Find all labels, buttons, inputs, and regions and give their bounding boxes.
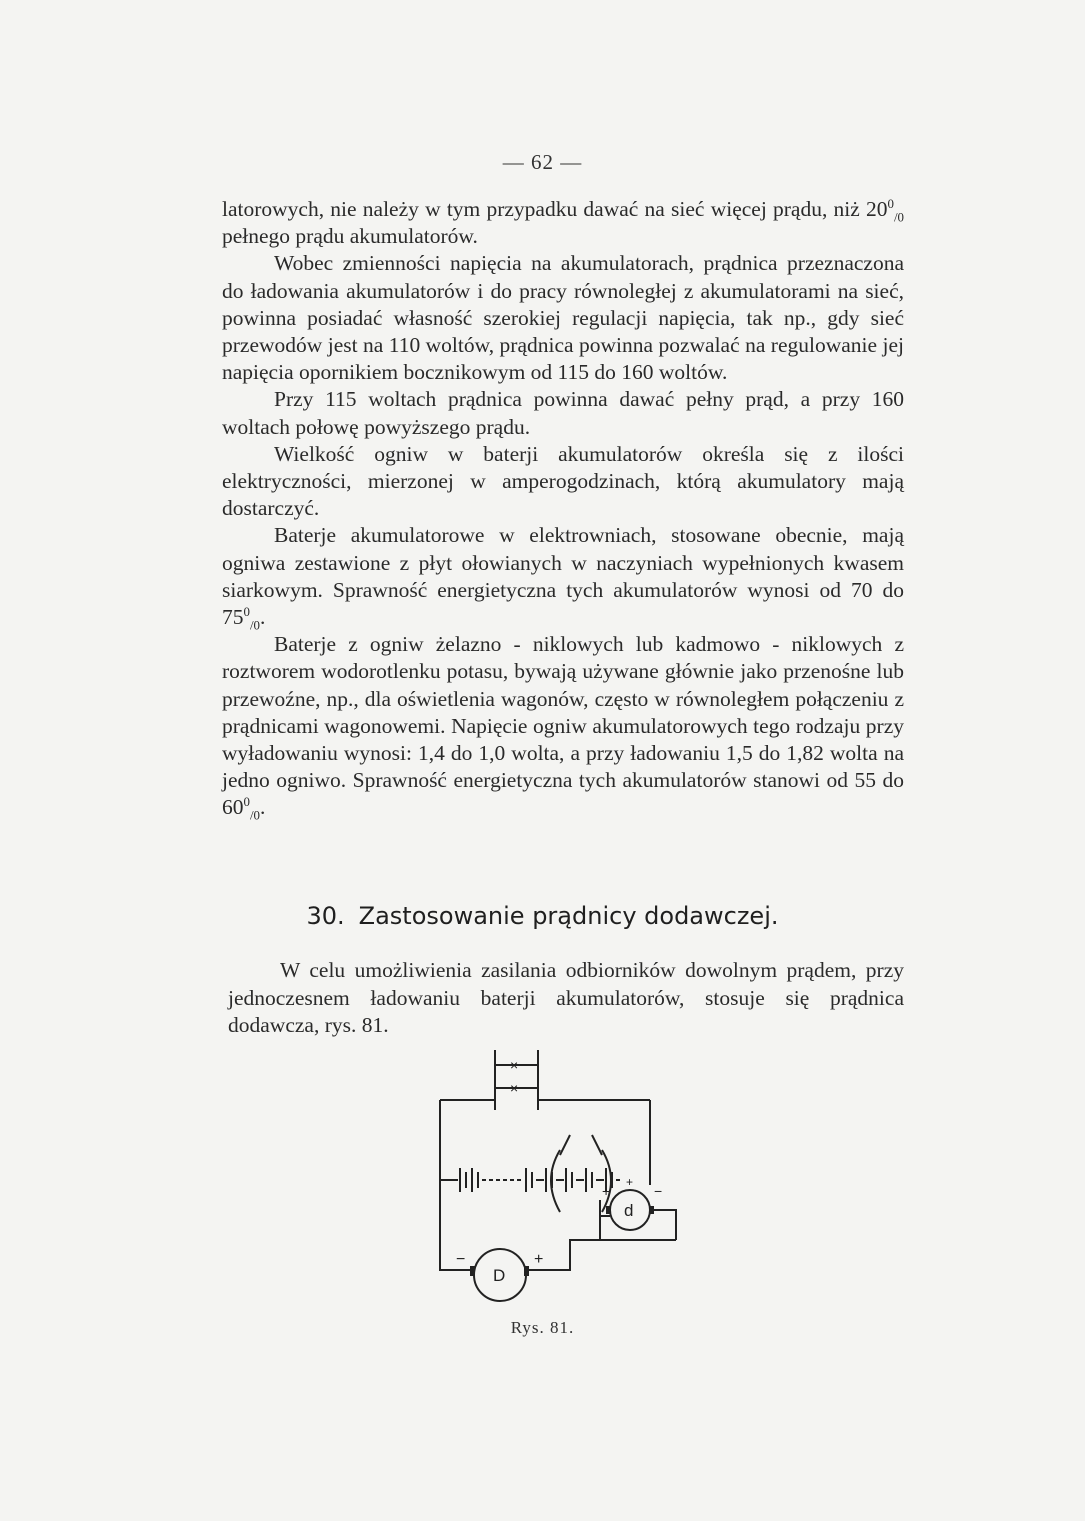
section-heading <box>0 902 1085 930</box>
percent-sup: 0 <box>243 795 250 810</box>
battery-plus-label: + <box>626 1175 634 1189</box>
fuse-mark-upper: × <box>510 1057 519 1073</box>
section-body <box>228 957 904 1040</box>
battery-cell <box>526 1168 532 1192</box>
page-number: — 62 — <box>502 150 583 174</box>
paragraph-6-text: Baterje z ogniw żelazno - niklowych lub kadmowo - niklowych z roztworem wodorotlenku potasu, bywają używane głównie jako przenośne lub przewoźne, np., dla oświetlenia wagonów, często w równoległem połączeniu z prądnicami wagonowemi. Napięcie ogniw akumulatorowych tego rodzaju przy wyładowaniu wynosi: 1,4 do 1,0 wolta, a przy ładowaniu 1,5 do 1,82 wolta na jedno ogniwo. Sprawność energietyczna tych akumulatorów stanowi od 55 do 60 <box>222 632 904 820</box>
dynamo-minus-label: − <box>456 1251 466 1268</box>
booster-brush-left <box>606 1206 611 1214</box>
battery-cell <box>586 1168 592 1192</box>
fuse-mark-lower: × <box>510 1080 519 1096</box>
paragraph-1-tail: pełnego prądu akumulatorów. <box>222 224 478 249</box>
paragraph-1 <box>222 196 904 250</box>
circuit-diagram <box>420 1040 700 1320</box>
dynamo-brush-left <box>470 1266 475 1276</box>
paragraph-6 <box>222 631 904 821</box>
booster-plus-label: + <box>602 1183 611 1199</box>
paragraph-2: Wobec zmienności napięcia na akumulatorach, prądnica przeznaczona do ładowania akumulatorów i do pracy równoległej z akumulatorami na sieć, powinna posiadać własność szerokiej regulacji napięcia, tak np., gdy sieć przewodów jest na 110 woltów, prądnica powinna pozwalać na regulowanie jej napięcia opornikiem bocznikowym od 115 do 160 woltów. <box>222 251 904 385</box>
paragraph-1-text: latorowych, nie należy w tym przypadku dawać na sieć więcej prądu, niż 20 <box>222 197 888 221</box>
section-number: 30. <box>306 902 345 930</box>
switch-blade <box>592 1135 602 1155</box>
dynamo-plus-label: + <box>534 1251 544 1268</box>
dynamo-label: D <box>493 1266 506 1285</box>
battery-cell <box>566 1168 572 1192</box>
paragraph-5-tail: . <box>259 605 266 630</box>
body-text <box>222 196 904 822</box>
percent-sub: /0 <box>249 618 260 633</box>
booster-minus-label: − <box>654 1183 663 1199</box>
percent-sub: /0 <box>249 808 260 823</box>
battery-cell <box>460 1168 466 1192</box>
percent-sup: 0 <box>887 196 894 211</box>
percent-sup: 0 <box>243 604 250 619</box>
section-title: Zastosowanie prądnicy dodawczej. <box>358 902 779 930</box>
paragraph-5-text: Baterje akumulatorowe w elektrowniach, stosowane obecnie, mają ogniwa zestawione z płyt ołowianych w naczyniach wypełnionych kwasem siarkowym. Sprawność energietyczna tych akumulatorów wynosi od 70 do 75 <box>222 523 904 630</box>
paragraph-4: Wielkość ogniw w baterji akumulatorów określa się z ilości elektryczności, mierzonej w amperogodzinach, którą akumulatory mają dostarczyć. <box>222 441 904 521</box>
paragraph-5 <box>222 522 904 631</box>
switch-blade <box>560 1135 570 1155</box>
booster-lead-right <box>650 1210 676 1240</box>
battery-cell <box>472 1168 478 1192</box>
section-paragraph: W celu umożliwienia zasilania odbiorników dowolnym prądem, przy jednoczesnem ładowaniu baterji akumulatorów, stosuje się prądnica dodawcza, rys. 81. <box>228 958 904 1037</box>
percent-sub: /0 <box>893 210 904 225</box>
circuit-svg <box>420 1040 700 1320</box>
booster-label: d <box>624 1201 634 1220</box>
paragraph-3: Przy 115 woltach prądnica powinna dawać pełny prąd, a przy 160 woltach połowę powyższego prądu. <box>222 387 904 439</box>
paragraph-6-tail: . <box>259 795 266 820</box>
figure-caption: Rys. 81. <box>510 1318 575 1337</box>
dynamo-brush-right <box>524 1266 529 1276</box>
booster-brush-right <box>649 1206 654 1214</box>
